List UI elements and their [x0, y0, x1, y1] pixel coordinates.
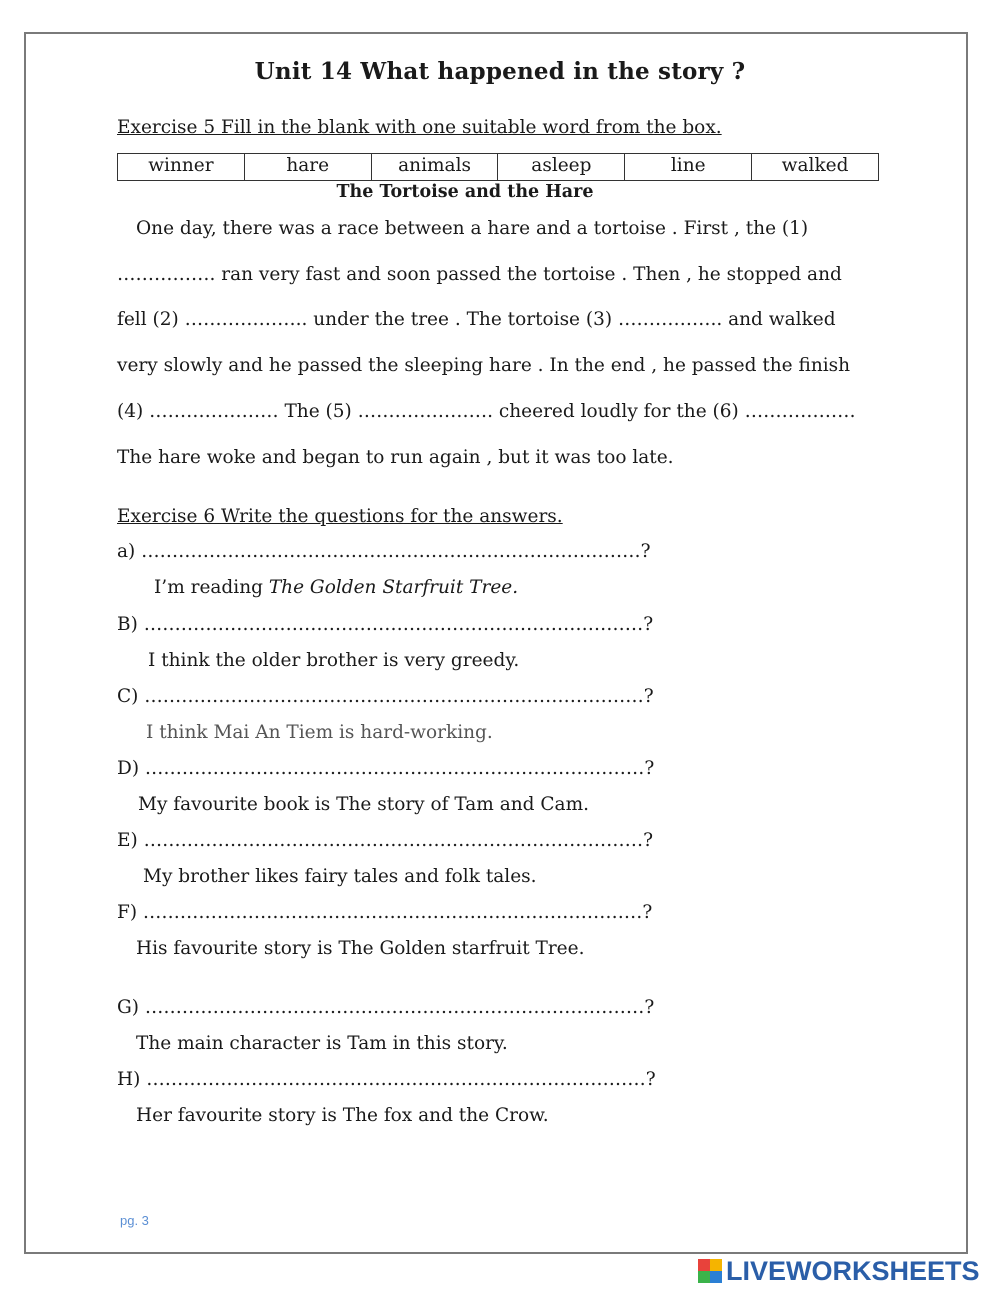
page-title: Unit 14 What happened in the story ? [254, 58, 746, 85]
word-box-cell: hare [245, 154, 372, 180]
story-line: The hare woke and began to run again , but it was too late. [117, 447, 674, 468]
answer-text: My favourite book is The story of Tam and Cam. [138, 794, 590, 815]
liveworksheets-brand-text: LIVEWORKSHEETS [726, 1255, 980, 1286]
question-blank[interactable]: F) ………………………………………………………………………? [117, 902, 653, 923]
story-line: ……………. ran very fast and soon passed the tortoise . Then , he stopped and [117, 264, 842, 285]
answer-text: I’m reading The Golden Starfruit Tree. [154, 577, 519, 598]
question-blank[interactable]: D) ………………………………………………………………………? [117, 758, 655, 779]
word-box-cell: animals [372, 154, 499, 180]
answer-text: I think Mai An Tiem is hard-working. [146, 722, 493, 743]
page-number: pg. 3 [120, 1213, 149, 1228]
word-box-cell: asleep [498, 154, 625, 180]
word-box [117, 153, 879, 181]
question-blank[interactable]: E) ………………………………………………………………………? [117, 830, 654, 851]
question-blank[interactable]: G) ………………………………………………………………………? [117, 997, 655, 1018]
liveworksheets-logo[interactable] [698, 1256, 980, 1286]
word-box-cell: walked [781, 155, 849, 176]
story-title: The Tortoise and the Hare [336, 182, 594, 202]
answer-text: I think the older brother is very greedy. [148, 650, 520, 671]
question-blank[interactable]: a) ………………………………………………………………………? [117, 541, 651, 562]
answer-text: My brother likes fairy tales and folk tales. [143, 866, 537, 887]
story-line: very slowly and he passed the sleeping hare . In the end , he passed the finish [117, 355, 851, 376]
question-blank[interactable]: B) ………………………………………………………………………? [117, 614, 654, 635]
story-line: One day, there was a race between a hare and a tortoise . First , the (1) [136, 218, 809, 239]
exercise5-heading: Exercise 5 Fill in the blank with one suitable word from the box. [117, 117, 722, 138]
answer-text: The main character is Tam in this story. [136, 1033, 508, 1054]
word-box-cell: line [625, 154, 752, 180]
question-blank[interactable]: C) ………………………………………………………………………? [117, 686, 654, 707]
question-blank[interactable]: H) ………………………………………………………………………? [117, 1069, 656, 1090]
answer-text: His favourite story is The Golden starfruit Tree. [136, 938, 585, 959]
liveworksheets-logo-icon [698, 1259, 722, 1283]
story-line: (4) ………………… The (5) …………………. cheered loudly for the (6) ……………… [117, 401, 856, 422]
story-line: fell (2) ……………….. under the tree . The tortoise (3) …………….. and walked [117, 309, 836, 330]
word-box-cell: winner [118, 154, 245, 180]
exercise6-heading: Exercise 6 Write the questions for the answers. [117, 506, 563, 527]
answer-text: Her favourite story is The fox and the Crow. [136, 1105, 549, 1126]
